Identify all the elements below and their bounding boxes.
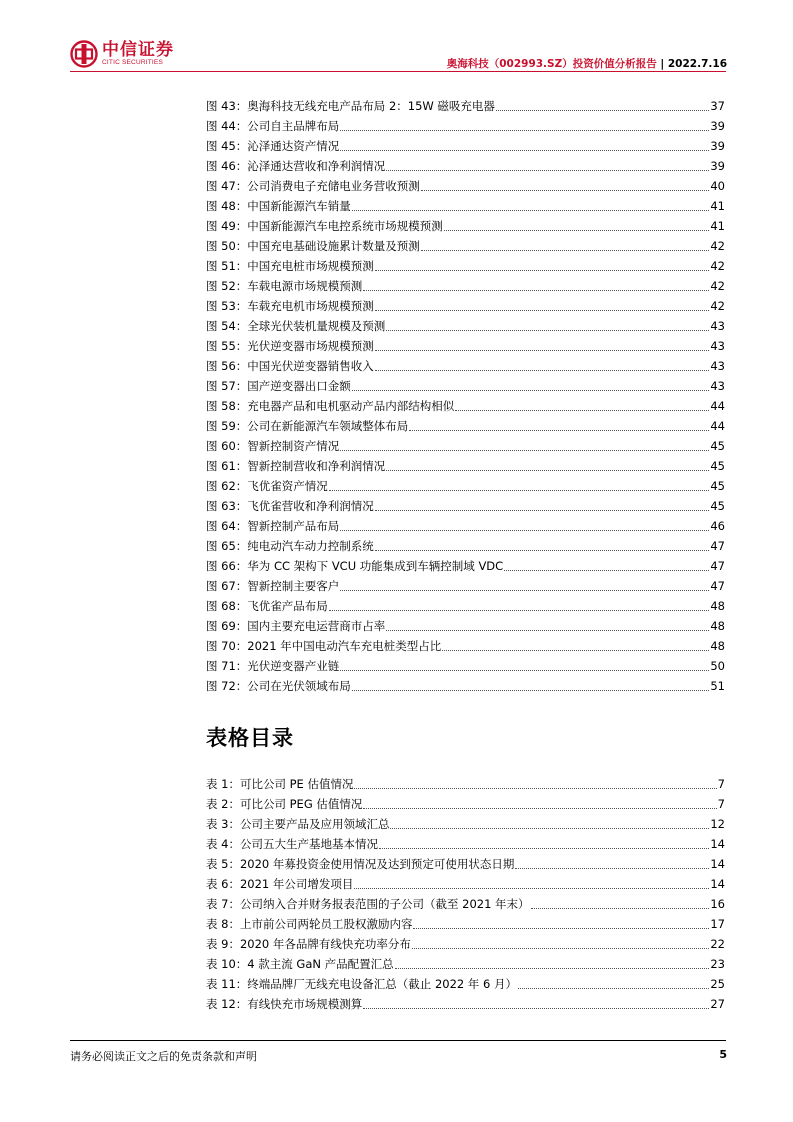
toc-entry-page: 27 bbox=[710, 997, 725, 1011]
toc-entry-page: 45 bbox=[710, 479, 725, 493]
toc-entry-label: 图 56：中国光伏逆变器销售收入 bbox=[206, 359, 374, 373]
toc-dot-leader bbox=[340, 130, 709, 131]
toc-dot-leader bbox=[352, 210, 710, 211]
toc-entry-page: 46 bbox=[710, 519, 725, 533]
figure-toc-entry[interactable] bbox=[206, 236, 725, 256]
toc-dot-leader bbox=[421, 250, 710, 251]
toc-entry-label: 图 44：公司自主品牌布局 bbox=[206, 119, 340, 133]
figure-toc-entry[interactable] bbox=[206, 176, 725, 196]
toc-entry-label: 图 69：国内主要充电运营商市占率 bbox=[206, 619, 386, 633]
toc-entry-page: 51 bbox=[710, 679, 725, 693]
toc-entry-label: 图 57：国产逆变器出口金额 bbox=[206, 379, 351, 393]
toc-entry-page: 39 bbox=[710, 119, 725, 133]
toc-dot-leader bbox=[518, 988, 709, 989]
toc-dot-leader bbox=[379, 848, 709, 849]
toc-entry-label: 图 58：充电器产品和电机驱动产品内部结构相似 bbox=[206, 399, 455, 413]
toc-entry-label: 图 51：中国充电桩市场规模预测 bbox=[206, 259, 374, 273]
toc-dot-leader bbox=[421, 190, 710, 191]
toc-dot-leader bbox=[329, 490, 710, 491]
toc-dot-leader bbox=[375, 270, 710, 271]
figure-toc-entry[interactable] bbox=[206, 136, 725, 156]
toc-entry-label: 表 11：终端品牌厂无线充电设备汇总（截止 2022 年 6 月） bbox=[206, 977, 517, 991]
footer-divider bbox=[70, 1040, 726, 1041]
toc-dot-leader bbox=[386, 330, 709, 331]
table-toc-entry[interactable] bbox=[206, 954, 725, 974]
toc-entry-label: 图 53：车载充电机市场规模预测 bbox=[206, 299, 374, 313]
toc-dot-leader bbox=[444, 230, 710, 231]
toc-entry-page: 25 bbox=[710, 977, 725, 991]
toc-dot-leader bbox=[455, 410, 709, 411]
toc-dot-leader bbox=[412, 948, 709, 949]
toc-entry-page: 45 bbox=[710, 439, 725, 453]
toc-entry-page: 37 bbox=[710, 99, 725, 113]
toc-entry-label: 表 4：公司五大生产基地基本情况 bbox=[206, 837, 378, 851]
toc-entry-label: 图 60：智新控制资产情况 bbox=[206, 439, 340, 453]
figure-toc-entry[interactable] bbox=[206, 516, 725, 536]
toc-entry-page: 7 bbox=[717, 797, 725, 811]
figure-toc-entry[interactable] bbox=[206, 476, 725, 496]
toc-entry-label: 图 72：公司在光伏领域布局 bbox=[206, 679, 351, 693]
toc-entry-page: 14 bbox=[710, 837, 725, 851]
table-toc-entry[interactable] bbox=[206, 874, 725, 894]
toc-dot-leader bbox=[340, 150, 709, 151]
toc-dot-leader bbox=[409, 430, 709, 431]
toc-dot-leader bbox=[504, 570, 709, 571]
figure-toc-entry[interactable] bbox=[206, 616, 725, 636]
logo-english-text: CITIC SECURITIES bbox=[102, 59, 163, 66]
toc-dot-leader bbox=[386, 630, 709, 631]
toc-dot-leader bbox=[340, 530, 709, 531]
figure-toc-entry[interactable] bbox=[206, 296, 725, 316]
report-title: 奥海科技（002993.SZ）投资价值分析报告 bbox=[446, 58, 657, 70]
toc-dot-leader bbox=[375, 550, 710, 551]
toc-entry-label: 图 47：公司消费电子充储电业务营收预测 bbox=[206, 179, 420, 193]
table-toc-entry[interactable] bbox=[206, 834, 725, 854]
figure-toc-entry[interactable] bbox=[206, 536, 725, 556]
toc-entry-page: 40 bbox=[710, 179, 725, 193]
toc-entry-page: 50 bbox=[710, 659, 725, 673]
toc-entry-page: 43 bbox=[710, 339, 725, 353]
toc-dot-leader bbox=[363, 1008, 709, 1009]
toc-entry-label: 表 6：2021 年公司增发项目 bbox=[206, 877, 354, 891]
toc-dot-leader bbox=[352, 690, 710, 691]
figure-toc-entry[interactable] bbox=[206, 396, 725, 416]
page-number: 5 bbox=[719, 1048, 727, 1061]
toc-entry-page: 14 bbox=[710, 857, 725, 871]
toc-dot-leader bbox=[354, 788, 716, 789]
table-toc-entry[interactable] bbox=[206, 974, 725, 994]
toc-dot-leader bbox=[375, 510, 710, 511]
toc-entry-page: 48 bbox=[710, 639, 725, 653]
toc-entry-page: 39 bbox=[710, 139, 725, 153]
figure-toc-entry[interactable] bbox=[206, 496, 725, 516]
toc-entry-label: 图 45：沁泽通达资产情况 bbox=[206, 139, 340, 153]
figure-toc-entry[interactable] bbox=[206, 276, 725, 296]
toc-entry-page: 48 bbox=[710, 599, 725, 613]
toc-entry-page: 42 bbox=[710, 279, 725, 293]
figure-toc-entry[interactable] bbox=[206, 356, 725, 376]
toc-entry-label: 图 50：中国充电基础设施累计数量及预测 bbox=[206, 239, 420, 253]
toc-entry-page: 7 bbox=[717, 777, 725, 791]
toc-entry-label: 图 55：光伏逆变器市场规模预测 bbox=[206, 339, 374, 353]
toc-entry-label: 图 43：奥海科技无线充电产品布局 2：15W 磁吸充电器 bbox=[206, 99, 495, 113]
figure-toc-entry[interactable] bbox=[206, 436, 725, 456]
toc-entry-label: 图 48：中国新能源汽车销量 bbox=[206, 199, 351, 213]
figure-toc-entry[interactable] bbox=[206, 416, 725, 436]
toc-dot-leader bbox=[515, 868, 709, 869]
toc-entry-label: 图 70：2021 年中国电动汽车充电桩类型占比 bbox=[206, 639, 442, 653]
toc-dot-leader bbox=[375, 370, 710, 371]
toc-entry-label: 图 54：全球光伏装机量规模及预测 bbox=[206, 319, 386, 333]
toc-dot-leader bbox=[340, 670, 709, 671]
toc-entry-label: 图 71：光伏逆变器产业链 bbox=[206, 659, 340, 673]
toc-dot-leader bbox=[386, 470, 709, 471]
table-toc-entry[interactable] bbox=[206, 994, 725, 1014]
toc-entry-page: 41 bbox=[710, 199, 725, 213]
toc-dot-leader bbox=[354, 888, 709, 889]
toc-entry-page: 45 bbox=[710, 459, 725, 473]
toc-dot-leader bbox=[340, 590, 709, 591]
toc-entry-page: 16 bbox=[710, 897, 725, 911]
toc-entry-page: 44 bbox=[710, 399, 725, 413]
toc-entry-label: 图 62：飞优雀资产情况 bbox=[206, 479, 328, 493]
toc-dot-leader bbox=[363, 290, 709, 291]
toc-dot-leader bbox=[442, 650, 709, 651]
toc-entry-label: 图 61：智新控制营收和净利润情况 bbox=[206, 459, 386, 473]
toc-entry-page: 47 bbox=[710, 559, 725, 573]
toc-entry-page: 14 bbox=[710, 877, 725, 891]
toc-entry-label: 图 49：中国新能源汽车电控系统市场规模预测 bbox=[206, 219, 443, 233]
toc-entry-label: 表 8：上市前公司两轮员工股权激励内容 bbox=[206, 917, 413, 931]
table-toc-entry[interactable] bbox=[206, 894, 725, 914]
toc-entry-page: 42 bbox=[710, 239, 725, 253]
toc-entry-page: 47 bbox=[710, 539, 725, 553]
toc-dot-leader bbox=[352, 390, 710, 391]
figure-toc-entry[interactable] bbox=[206, 656, 725, 676]
report-header-title bbox=[447, 56, 727, 71]
header-separator: | bbox=[660, 58, 665, 70]
toc-entry-page: 42 bbox=[710, 299, 725, 313]
header-divider bbox=[70, 71, 726, 72]
toc-entry-page: 48 bbox=[710, 619, 725, 633]
toc-entry-page: 12 bbox=[710, 817, 725, 831]
table-toc-entry[interactable] bbox=[206, 774, 725, 794]
toc-entry-label: 图 63：飞优雀营收和净利润情况 bbox=[206, 499, 374, 513]
figure-toc-entry[interactable] bbox=[206, 576, 725, 596]
toc-entry-label: 图 65：纯电动汽车动力控制系统 bbox=[206, 539, 374, 553]
figure-toc-entry[interactable] bbox=[206, 556, 725, 576]
table-toc-entry[interactable] bbox=[206, 914, 725, 934]
figure-toc-list bbox=[206, 96, 725, 696]
toc-dot-leader bbox=[340, 450, 709, 451]
toc-entry-label: 图 59：公司在新能源汽车领域整体布局 bbox=[206, 419, 409, 433]
toc-entry-page: 45 bbox=[710, 499, 725, 513]
table-toc-entry[interactable] bbox=[206, 934, 725, 954]
toc-entry-page: 42 bbox=[710, 259, 725, 273]
toc-entry-label: 表 10：4 款主流 GaN 产品配置汇总 bbox=[206, 957, 394, 971]
figure-toc-entry[interactable] bbox=[206, 96, 725, 116]
toc-entry-label: 图 68：飞优雀产品布局 bbox=[206, 599, 328, 613]
figure-toc-entry[interactable] bbox=[206, 196, 725, 216]
figure-toc-entry[interactable] bbox=[206, 456, 725, 476]
toc-entry-label: 图 52：车载电源市场规模预测 bbox=[206, 279, 363, 293]
figure-toc-entry[interactable] bbox=[206, 596, 725, 616]
toc-dot-leader bbox=[390, 828, 709, 829]
toc-entry-label: 表 12：有线快充市场规模测算 bbox=[206, 997, 363, 1011]
toc-dot-leader bbox=[531, 908, 710, 909]
toc-entry-label: 图 46：沁泽通达营收和净利润情况 bbox=[206, 159, 386, 173]
toc-entry-page: 22 bbox=[710, 937, 725, 951]
toc-entry-page: 43 bbox=[710, 379, 725, 393]
toc-entry-label: 表 1：可比公司 PE 估值情况 bbox=[206, 777, 354, 791]
logo-chinese-text: 中信证券 bbox=[102, 40, 174, 60]
table-toc-entry[interactable] bbox=[206, 854, 725, 874]
toc-entry-page: 41 bbox=[710, 219, 725, 233]
toc-entry-label: 图 64：智新控制产品布局 bbox=[206, 519, 340, 533]
toc-entry-label: 表 9：2020 年各品牌有线快充功率分布 bbox=[206, 937, 411, 951]
toc-entry-label: 表 5：2020 年募投资金使用情况及达到预定可使用状态日期 bbox=[206, 857, 515, 871]
toc-entry-label: 图 66：华为 CC 架构下 VCU 功能集成到车辆控制域 VDC bbox=[206, 559, 504, 573]
toc-entry-page: 43 bbox=[710, 359, 725, 373]
figure-toc-entry[interactable] bbox=[206, 316, 725, 336]
toc-entry-label: 表 2：可比公司 PEG 估值情况 bbox=[206, 797, 363, 811]
report-date: 2022.7.16 bbox=[667, 58, 727, 70]
toc-dot-leader bbox=[496, 110, 709, 111]
toc-entry-label: 表 7：公司纳入合并财务报表范围的子公司（截至 2021 年末） bbox=[206, 897, 530, 911]
toc-entry-page: 43 bbox=[710, 319, 725, 333]
figure-toc-entry[interactable] bbox=[206, 116, 725, 136]
footer-disclaimer: 请务必阅读正文之后的免责条款和声明 bbox=[70, 1050, 257, 1063]
page-header bbox=[0, 0, 793, 80]
toc-dot-leader bbox=[375, 310, 710, 311]
figure-toc-entry[interactable] bbox=[206, 676, 725, 696]
figure-toc-entry[interactable] bbox=[206, 256, 725, 276]
figure-toc-entry[interactable] bbox=[206, 336, 725, 356]
table-toc-list bbox=[206, 774, 725, 1014]
toc-entry-page: 39 bbox=[710, 159, 725, 173]
toc-dot-leader bbox=[386, 170, 709, 171]
toc-dot-leader bbox=[329, 610, 710, 611]
toc-dot-leader bbox=[363, 808, 716, 809]
toc-entry-label: 图 67：智新控制主要客户 bbox=[206, 579, 340, 593]
figure-toc-entry[interactable] bbox=[206, 636, 725, 656]
figure-toc-entry[interactable] bbox=[206, 216, 725, 236]
tables-section-title: 表格目录 bbox=[206, 726, 294, 750]
toc-entry-page: 47 bbox=[710, 579, 725, 593]
toc-dot-leader bbox=[413, 928, 709, 929]
table-toc-entry[interactable] bbox=[206, 794, 725, 814]
toc-dot-leader bbox=[395, 968, 710, 969]
figure-toc-entry[interactable] bbox=[206, 376, 725, 396]
table-toc-entry[interactable] bbox=[206, 814, 725, 834]
citic-logo-icon bbox=[70, 40, 98, 68]
toc-entry-page: 44 bbox=[710, 419, 725, 433]
toc-entry-page: 23 bbox=[710, 957, 725, 971]
figure-toc-entry[interactable] bbox=[206, 156, 725, 176]
toc-entry-label: 表 3：公司主要产品及应用领域汇总 bbox=[206, 817, 390, 831]
citic-logo bbox=[70, 40, 174, 68]
toc-entry-page: 17 bbox=[710, 917, 725, 931]
toc-dot-leader bbox=[375, 350, 710, 351]
